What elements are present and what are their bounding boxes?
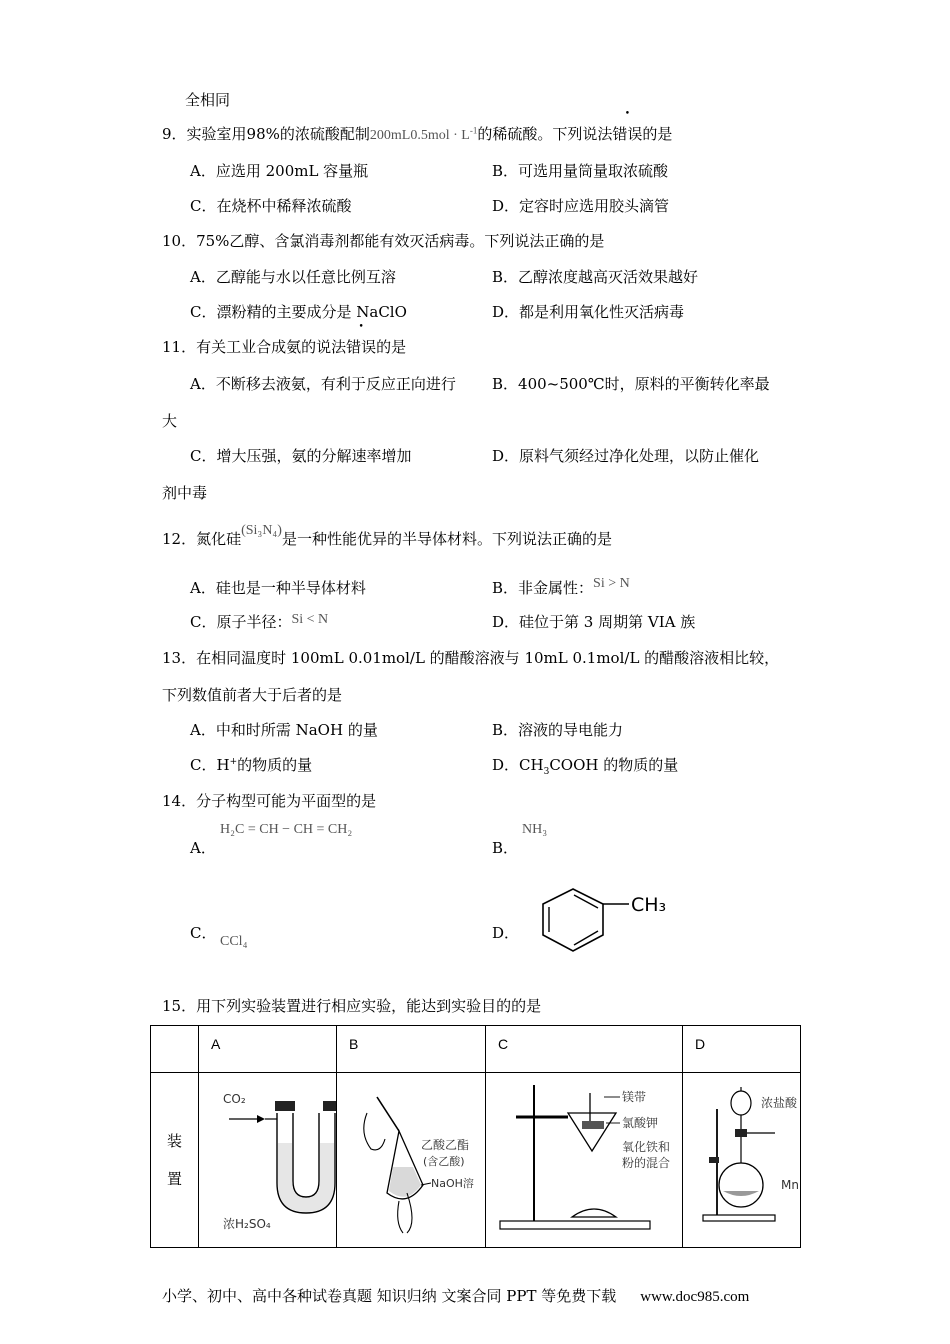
stand-base xyxy=(500,1221,650,1229)
u-tube-inner xyxy=(293,1113,319,1197)
header-b: B xyxy=(337,1026,486,1073)
question-12-post: 是一种性能优异的半导体材料。下列说法正确的是 xyxy=(281,530,612,548)
question-9-option-c: C．在烧杯中稀释浓硫酸 xyxy=(190,197,352,215)
right-stopper xyxy=(323,1101,336,1111)
question-11-tail: 的是 xyxy=(376,338,407,356)
question-12-option-a: A．硅也是一种半导体材料 xyxy=(190,579,366,597)
question-11-option-d: D．原料气须经过净化处理，以防止催化 xyxy=(492,447,760,465)
question-14-option-b-label: B． xyxy=(492,839,519,857)
double-bond-2 xyxy=(574,931,598,945)
question-9-formula: $200mL0.5mol \cdot L^{-1}$ xyxy=(369,125,478,143)
question-9-tail: 的是 xyxy=(642,125,673,143)
funnel-neck xyxy=(377,1097,399,1131)
magnesium-label: 镁带 xyxy=(622,1090,647,1104)
footer-url[interactable]: www.doc985.com xyxy=(640,1289,750,1305)
continuation-text: 全相同 xyxy=(185,91,231,109)
header-c: C xyxy=(486,1026,683,1073)
question-11-option-c: C．增大压强，氨的分解速率增加 xyxy=(190,447,412,465)
question-9-option-a: A．应选用 200mL 容量瓶 xyxy=(190,162,369,180)
question-12-formula: (Si₃N₄) xyxy=(241,523,282,538)
apparatus-table xyxy=(150,1025,801,1248)
evaporating-dish xyxy=(572,1209,616,1217)
question-10-stem: 10．75%乙醇、含氯消毒剂都能有效灭活病毒。下列说法正确的是 xyxy=(162,232,605,250)
question-13-option-b: B．溶液的导电能力 xyxy=(492,721,624,739)
row-label-apparatus: 装 置 xyxy=(151,1073,199,1248)
thermite-apparatus xyxy=(486,1073,682,1243)
question-11-option-d-wrap: 剂中毒 xyxy=(162,484,208,502)
question-9-number: 9． xyxy=(162,125,187,143)
question-10-option-d: D．都是利用氧化性灭活病毒 xyxy=(492,303,685,321)
question-11-stem xyxy=(162,336,406,357)
benzene-ring xyxy=(543,889,603,951)
question-11-option-b: B．400~500℃时，原料的平衡转化率最 xyxy=(492,375,770,393)
apparatus-c-cell xyxy=(486,1073,683,1248)
question-13-option-d: D．$CH_3COOH$ 的物质的量 xyxy=(492,756,679,777)
arrow-head xyxy=(257,1115,265,1123)
question-9-stem xyxy=(162,123,672,144)
ethyl-acetate-label: 乙酸乙酯 xyxy=(421,1138,470,1152)
question-12-pre: 12．氮化硅 xyxy=(162,530,242,548)
question-14-option-c-formula: CCl₄ xyxy=(220,934,248,949)
reactant-mix xyxy=(582,1121,604,1129)
question-12-stem xyxy=(162,523,612,549)
header-a: A xyxy=(199,1026,337,1073)
footer-text: 小学、初中、高中各种试卷真题 知识归纳 文案合同 PPT 等免费下载 xyxy=(162,1287,617,1305)
conc-h2so4-label: 浓H₂SO₄ xyxy=(223,1217,271,1231)
flask-stopper xyxy=(735,1129,747,1137)
question-11-pre: 11．有关工业合成氨的说法 xyxy=(162,338,347,356)
co2-label: CO₂ xyxy=(223,1092,246,1106)
potassium-chlorate-label: 氯酸钾 xyxy=(622,1116,659,1130)
clamp xyxy=(709,1157,719,1163)
question-12-option-b-formula: Si > N xyxy=(593,576,630,591)
d-stand-base xyxy=(703,1215,775,1221)
apparatus-a-cell xyxy=(199,1073,337,1248)
iron-oxide-label: 氧化铁和 xyxy=(622,1140,671,1154)
question-14-option-a-label: A． xyxy=(190,839,216,857)
u-tube-apparatus xyxy=(199,1073,336,1243)
question-10-option-a: A．乙醇能与水以任意比例互溶 xyxy=(190,268,396,286)
question-10-option-c: C．漂粉精的主要成分是 NaClO xyxy=(190,303,407,321)
question-12-option-d: D．硅位于第 3 周期第 VIA 族 xyxy=(492,613,696,631)
question-15-stem: 15．用下列实验装置进行相应实验，能达到实验目的的是 xyxy=(162,997,542,1015)
question-12-option-c: C．原子半径：Si < N xyxy=(190,612,329,631)
powder-mixture-label: 粉的混合 xyxy=(622,1156,671,1170)
chlorine-generator-apparatus xyxy=(683,1073,800,1243)
question-9-post: 的稀硫酸。下列说法 xyxy=(477,125,613,143)
question-11-option-b-wrap: 大 xyxy=(162,412,178,430)
question-14-option-a-formula: H₂C = CH − CH = CH₂ xyxy=(220,822,353,837)
page-footer xyxy=(162,1285,749,1306)
question-14-stem: 14．分子构型可能为平面型的是 xyxy=(162,792,377,810)
question-9-emphasis: 错误 xyxy=(612,125,643,143)
header-empty-cell xyxy=(151,1026,199,1073)
separatory-funnel-apparatus xyxy=(337,1073,485,1243)
dropping-funnel xyxy=(731,1091,751,1115)
question-14-option-c-label: C． xyxy=(190,924,217,942)
question-11-emphasis: 错误 xyxy=(346,338,377,356)
question-9-option-b: B．可选用量筒量取浓硫酸 xyxy=(492,162,669,180)
double-bond-3 xyxy=(574,895,598,908)
mno2-label: Mn xyxy=(781,1178,799,1192)
round-flask xyxy=(719,1163,763,1207)
question-11-option-a: A．不断移去液氨，有利于反应正向进行 xyxy=(190,375,456,393)
question-9-option-d: D．定容时应选用胶头滴管 xyxy=(492,197,670,215)
question-12-option-b: B．非金属性：Si > N xyxy=(492,576,630,597)
question-14-option-b-formula: NH₃ xyxy=(522,822,548,837)
apparatus-d-cell xyxy=(683,1073,801,1248)
filter-cone xyxy=(568,1113,616,1151)
acid-liquid xyxy=(278,1143,334,1212)
question-10-option-b: B．乙醇浓度越高灭活效果越好 xyxy=(492,268,699,286)
hand-top xyxy=(364,1113,385,1150)
question-9-pre: 实验室用98%的浓硫酸配制 xyxy=(186,125,370,143)
question-13-option-a: A．中和时所需 NaOH 的量 xyxy=(190,721,378,739)
naoh-label: NaOH溶 xyxy=(431,1177,474,1190)
left-stopper xyxy=(275,1101,295,1111)
conc-hcl-label: 浓盐酸 xyxy=(761,1096,798,1110)
question-14-option-d-label: D． xyxy=(492,924,520,942)
question-13-option-c: C．H+的物质的量 xyxy=(190,756,313,774)
apparatus-b-cell xyxy=(337,1073,486,1248)
question-13-line-2: 下列数值前者大于后者的是 xyxy=(162,686,343,704)
question-13-line-1: 13．在相同温度时 100mL 0.01mol/L 的醋酸溶液与 10mL 0.1mol/L 的醋酸溶液相比较， xyxy=(162,649,780,667)
contains-acetic-acid-label: (含乙酸) xyxy=(423,1155,465,1168)
question-12-option-c-formula: Si < N xyxy=(291,612,329,627)
methyl-group-label: CH₃ xyxy=(631,894,667,916)
toluene-structure xyxy=(535,885,685,957)
header-d: D xyxy=(683,1026,801,1073)
